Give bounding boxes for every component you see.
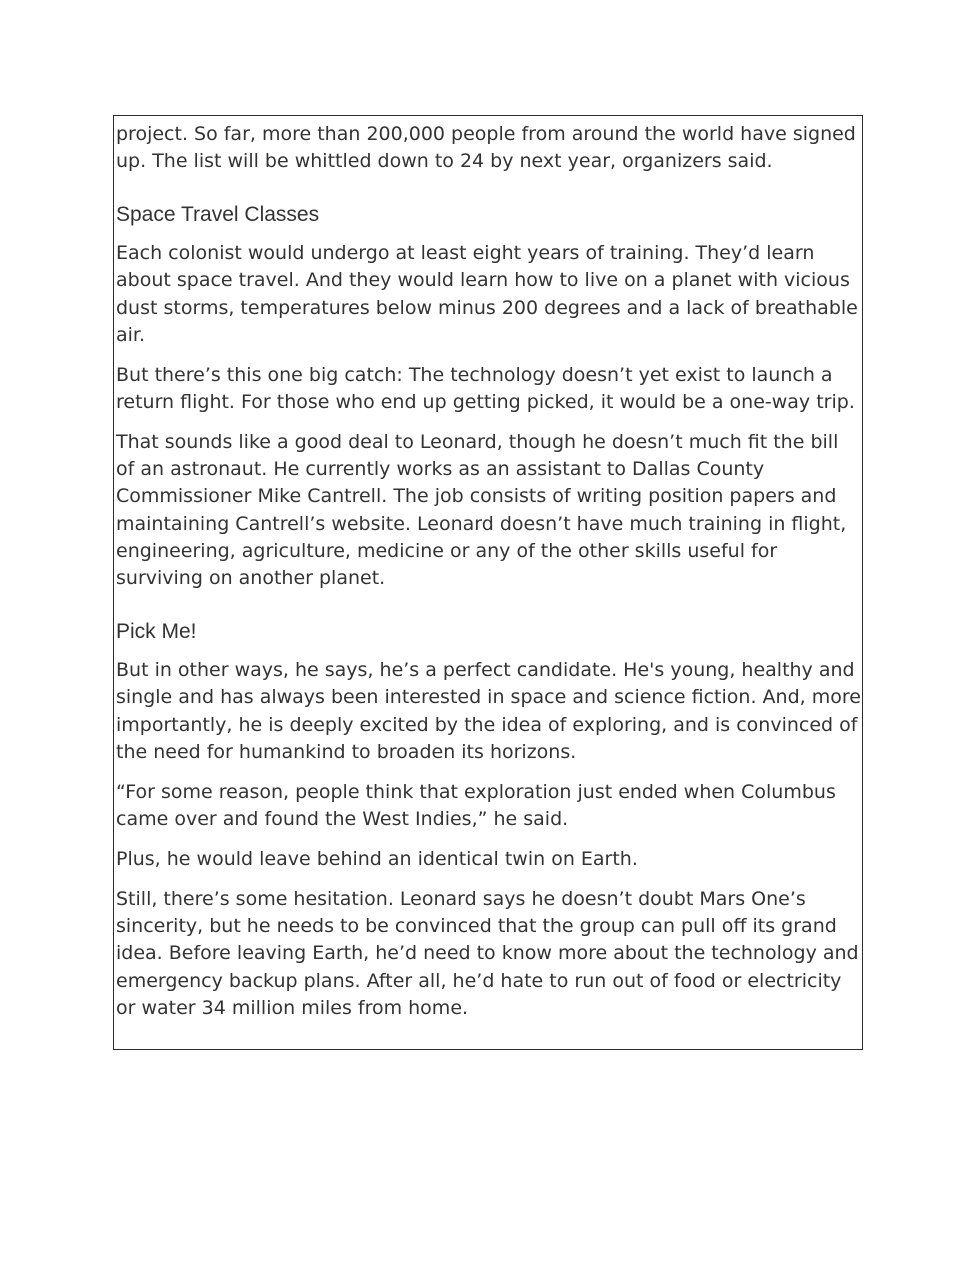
section-1-paragraph-1: Each colonist would undergo at least eight years of training. They’d learn about space travel. And they would learn how to live on a planet with vicious dust storms, temperatures below minus 200 degrees and a lack of breathable air.	[116, 242, 858, 346]
section-2-paragraph-1: But in other ways, he says, he’s a perfect candidate. He's young, healthy and single and has always been interested in space and science fiction. And, more importantly, he is deeply excited by the idea of exploring, and is convinced of the need for humankind to broaden its horizons.	[116, 659, 861, 764]
intro-paragraph: project. So far, more than 200,000 people from around the world have signed up. The list will be whittled down to 24 by next year, organizers said.	[116, 123, 856, 173]
section-2-paragraph-3: Plus, he would leave behind an identical twin on Earth.	[116, 847, 638, 870]
section-1-paragraph-3: That sounds like a good deal to Leonard, though he doesn’t much fit the bill of an astronaut. He currently works as an assistant to Dallas County Commissioner Mike Cantrell. The job consists of writing position papers and maintaining Cantrell’s website. Leonard doesn’t have much training in flight, engineering, agriculture, medicine or any of the other skills useful for surviving on another planet.	[116, 430, 847, 590]
section-heading-pick-me: Pick Me!	[116, 620, 197, 644]
section-1-paragraph-2: But there’s this one big catch: The technology doesn’t yet exist to launch a return flight. For those who end up getting picked, it would be a one-way trip.	[116, 363, 855, 414]
article-body	[116, 121, 862, 1035]
section-2-paragraph-2: “For some reason, people think that exploration just ended when Columbus came over and found the West Indies,” he said.	[116, 780, 836, 831]
section-heading-space-travel-classes: Space Travel Classes	[116, 203, 320, 227]
section-2-paragraph-4: Still, there’s some hesitation. Leonard says he doesn’t doubt Mars One’s sincerity, but he needs to be convinced that the group can pull off its grand idea. Before leaving Earth, he’d need to know more about the technology and emergency backup plans. After all, he’d hate to run out of food or electricity or water 34 million miles from home.	[116, 887, 859, 1019]
article-frame	[113, 115, 863, 1050]
